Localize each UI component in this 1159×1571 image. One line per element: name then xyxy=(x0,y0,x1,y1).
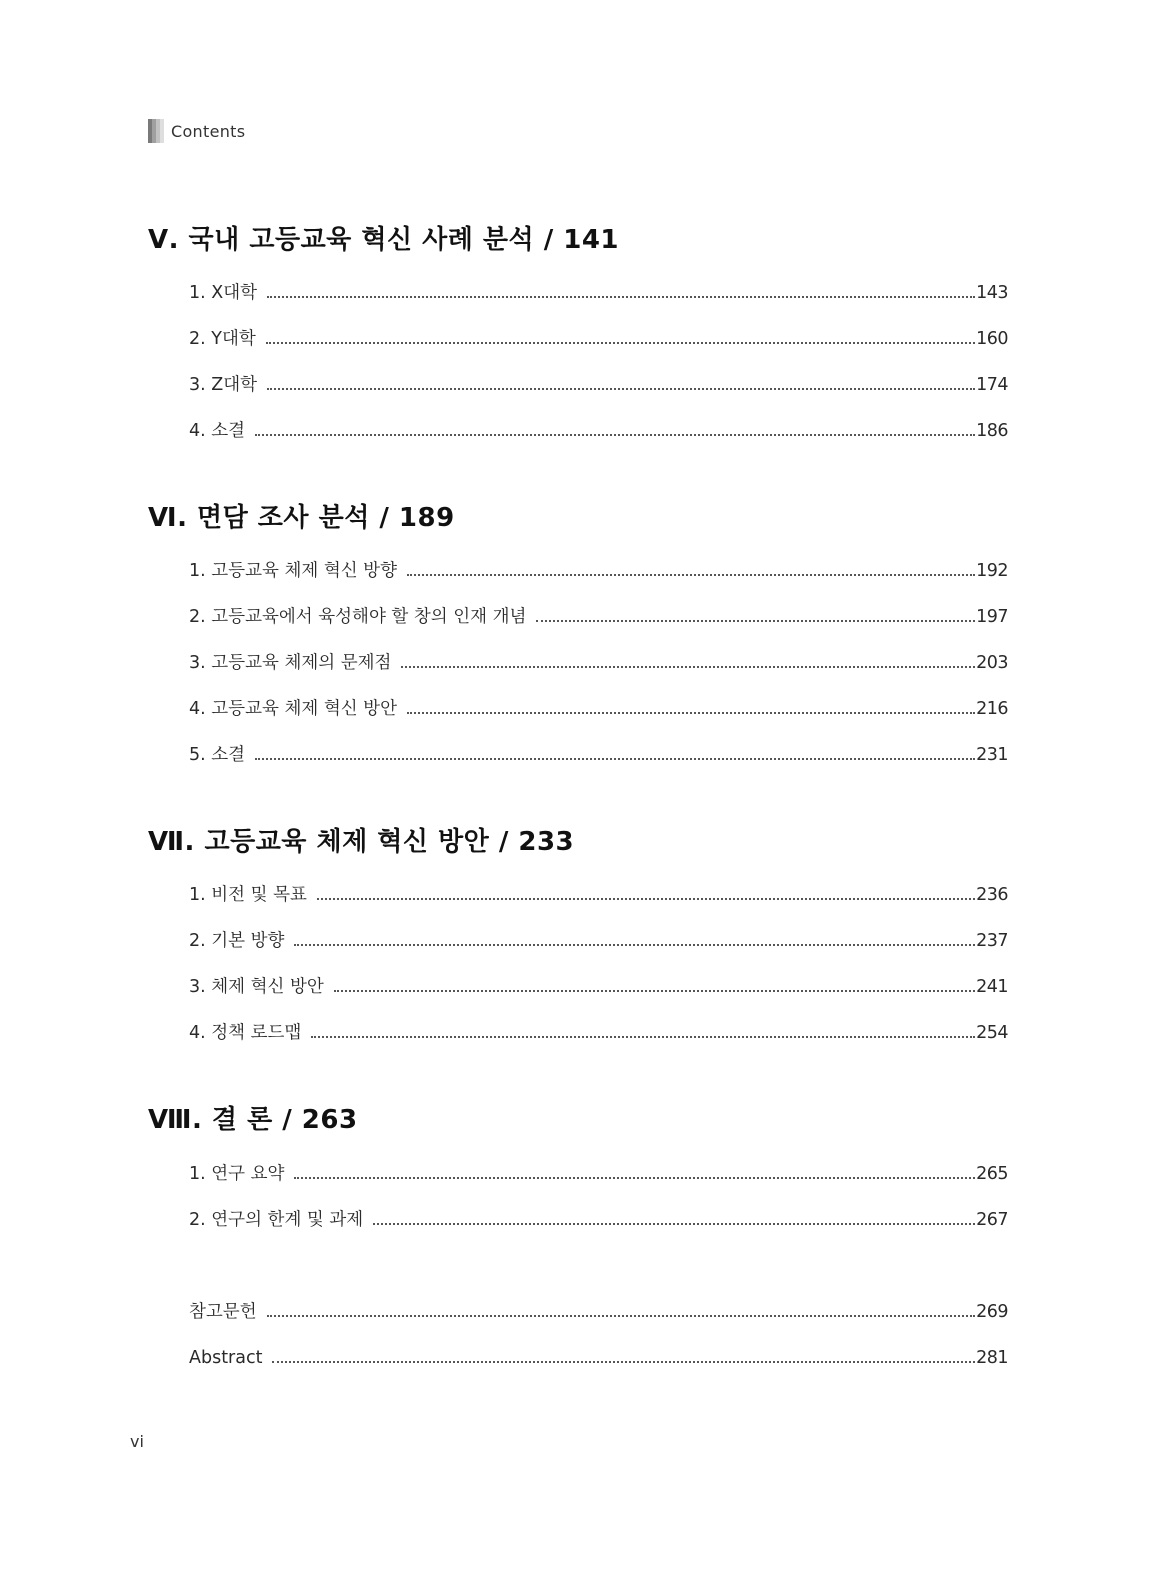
toc-entry-page: 197 xyxy=(976,607,1008,627)
toc-entry-page: 237 xyxy=(976,931,1008,951)
toc-entry[interactable] xyxy=(189,372,1008,398)
dot-leader xyxy=(373,1223,975,1225)
dot-leader xyxy=(255,434,975,436)
toc-entry-label: 2. 연구의 한계 및 과제 xyxy=(189,1210,364,1230)
toc-entry[interactable] xyxy=(189,1020,1008,1046)
toc-entry-label: 2. Y대학 xyxy=(189,329,256,349)
toc-entry-references[interactable] xyxy=(189,1299,1008,1325)
toc-entry[interactable] xyxy=(189,558,1008,584)
toc-entry-label: 2. 기본 방향 xyxy=(189,931,285,951)
toc-entry-page: 267 xyxy=(976,1210,1008,1230)
chapter-7 xyxy=(148,824,574,860)
dot-leader xyxy=(294,944,975,946)
toc-entry-label: 4. 소결 xyxy=(189,421,246,441)
toc-entry-label: 3. 고등교육 체제의 문제점 xyxy=(189,653,392,673)
chapter-title[interactable]: Ⅴ. 국내 고등교육 혁신 사례 분석 / 141 xyxy=(148,225,620,255)
toc-entry-page: 265 xyxy=(976,1164,1008,1184)
dot-leader xyxy=(536,620,975,622)
dot-leader xyxy=(294,1177,975,1179)
chapter-title[interactable]: Ⅶ. 고등교육 체제 혁신 방안 / 233 xyxy=(148,827,575,857)
toc-entry-page: 160 xyxy=(976,329,1008,349)
toc-entry[interactable] xyxy=(189,280,1008,306)
toc-entry-abstract[interactable] xyxy=(189,1345,1008,1371)
toc-entry-page: 203 xyxy=(976,653,1008,673)
toc-entry-page: 231 xyxy=(976,745,1008,765)
toc-entry[interactable] xyxy=(189,418,1008,444)
toc-entry[interactable] xyxy=(189,974,1008,1000)
chapter-title[interactable]: Ⅵ. 면담 조사 분석 / 189 xyxy=(148,503,455,533)
dot-leader xyxy=(334,990,975,992)
dot-leader xyxy=(317,898,975,900)
toc-entry-page: 186 xyxy=(976,421,1008,441)
toc-entry-label: 4. 정책 로드맵 xyxy=(189,1023,302,1043)
running-header xyxy=(148,118,245,144)
header-gradient-bar-icon xyxy=(148,119,164,143)
dot-leader xyxy=(267,296,975,298)
dot-leader xyxy=(311,1036,975,1038)
toc-entry-page: 236 xyxy=(976,885,1008,905)
toc-entry-label: 3. Z대학 xyxy=(189,375,258,395)
dot-leader xyxy=(407,574,975,576)
toc-entry-label: 1. 고등교육 체제 혁신 방향 xyxy=(189,561,397,581)
chapter-5 xyxy=(148,222,619,258)
chapter-6 xyxy=(148,500,455,536)
toc-entry-page: 281 xyxy=(976,1348,1008,1368)
dot-leader xyxy=(267,388,975,390)
toc-entry[interactable] xyxy=(189,742,1008,768)
toc-entry-page: 174 xyxy=(976,375,1008,395)
dot-leader xyxy=(401,666,975,668)
toc-entry-label: 1. 연구 요약 xyxy=(189,1164,285,1184)
toc-entry[interactable] xyxy=(189,650,1008,676)
toc-entry-page: 269 xyxy=(976,1302,1008,1322)
toc-entry-label: 1. 비전 및 목표 xyxy=(189,885,307,905)
dot-leader xyxy=(407,712,975,714)
toc-entry-label: 2. 고등교육에서 육성해야 할 창의 인재 개념 xyxy=(189,607,527,627)
toc-entry-page: 254 xyxy=(976,1023,1008,1043)
page-number: vi xyxy=(130,1432,144,1451)
toc-entry-label: 5. 소결 xyxy=(189,745,246,765)
toc-entry-label: 1. X대학 xyxy=(189,283,258,303)
toc-entry[interactable] xyxy=(189,696,1008,722)
toc-entry-page: 216 xyxy=(976,699,1008,719)
dot-leader xyxy=(255,758,975,760)
toc-entry[interactable] xyxy=(189,604,1008,630)
toc-entry-page: 143 xyxy=(976,283,1008,303)
dot-leader xyxy=(266,342,975,344)
toc-entry-label: Abstract xyxy=(189,1348,263,1368)
toc-entry-label: 3. 체제 혁신 방안 xyxy=(189,977,324,997)
toc-entry[interactable] xyxy=(189,882,1008,908)
toc-entry-page: 241 xyxy=(976,977,1008,997)
dot-leader xyxy=(272,1361,975,1363)
dot-leader xyxy=(267,1315,975,1317)
header-title: Contents xyxy=(171,121,246,141)
chapter-title[interactable]: Ⅷ. 결 론 / 263 xyxy=(148,1105,358,1135)
toc-entry-page: 192 xyxy=(976,561,1008,581)
chapter-8 xyxy=(148,1102,358,1138)
toc-entry-label: 참고문헌 xyxy=(189,1302,257,1322)
toc-entry[interactable] xyxy=(189,928,1008,954)
toc-entry[interactable] xyxy=(189,1161,1008,1187)
toc-entry[interactable] xyxy=(189,1207,1008,1233)
toc-entry-label: 4. 고등교육 체제 혁신 방안 xyxy=(189,699,397,719)
toc-entry[interactable] xyxy=(189,326,1008,352)
